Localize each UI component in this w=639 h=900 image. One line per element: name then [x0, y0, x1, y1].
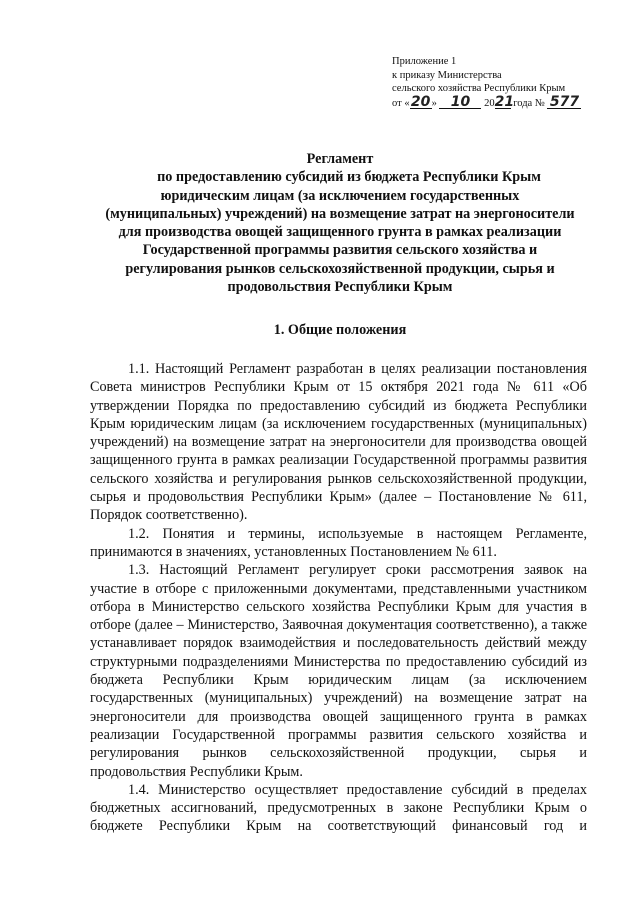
- paragraph-1-4: 1.4. Министерство осуществляет предоставление субсидий в пределах бюджетных ассигнований, предусмотренных в законе Республики Крым о бюджете Республики Крым на соответствующий финансовый год и: [90, 781, 587, 835]
- title-heading: Регламент: [306, 151, 374, 167]
- title-line: для производства овощей защищенного грунта в рамках реализации: [118, 224, 562, 241]
- paragraph-1-3: 1.3. Настоящий Регламент регулирует сроки рассмотрения заявок на участие в отборе с приложенными документами, представленными участником отбора в Министерство сельского хозяйства Республики Крым для участия в отборе (далее – Министерство, Заявочная документация соответственно), а также устанавливает порядок взаимодействия и последовательность действий между структурными подразделениями Министерства по предоставлению субсидий из бюджета Республики Крым юридическим лицам (за исключением государственных (муниципальных) учреждений) на возмещение затрат на энергоносители для производства овощей защищенного грунта в рамках реализации Государственной программы развития сельского хозяйства и регулирования рынков сельскохозяйственной продукции, сырья и продовольствия Республики Крым.: [90, 562, 587, 780]
- order-number: 577: [547, 96, 581, 109]
- title-line: (муниципальных) учреждений) на возмещение затрат на энергоносители: [105, 205, 575, 222]
- title-line: продовольствия Республики Крым: [227, 279, 453, 296]
- document-body: [90, 360, 587, 836]
- title-line: по предоставлению субсидий из бюджета Республики Крым: [157, 169, 541, 186]
- date-year-suffix: 21: [494, 93, 515, 110]
- title-line: регулирования рынков сельскохозяйственной продукции, сырья и: [125, 260, 555, 277]
- paragraph-1-1: 1.1. Настоящий Регламент разработан в целях реализации постановления Совета министров Республики Крым от 15 октября 2021 года № 611 «Об утверждении Порядка по предоставлению субсидий из бюджета Республики Крым юридическим лицам (за исключением государственных (муниципальных) учреждений) на возмещение затрат на энергоносители для производства овощей защищенного грунта в рамках реализации Государственной программы развития сельского хозяйства и регулирования рынков сельскохозяйственной продукции, сырья и продовольствия Республики Крым» (далее – Постановление № 611, Порядок соответственно).: [90, 361, 587, 524]
- appendix-date-line: [392, 93, 622, 111]
- date-prefix: от «: [392, 97, 410, 109]
- date-year-prefix: 20: [484, 97, 495, 109]
- appendix-line-1: Приложение 1: [392, 56, 457, 67]
- date-month: 10: [439, 96, 481, 109]
- appendix-line-2: к приказу Министерства: [392, 69, 502, 81]
- document-title: [60, 150, 620, 296]
- appendix-line-3: сельского хозяйства Республики Крым: [392, 83, 566, 94]
- date-year-word: года №: [513, 97, 545, 109]
- appendix-block: [392, 55, 622, 110]
- paragraph-1-2: 1.2. Понятия и термины, используемые в настоящем Регламенте, принимаются в значениях, установленных Постановлением № 611.: [90, 525, 587, 560]
- title-line: юридическим лицам (за исключением государственных: [160, 187, 520, 204]
- date-day-suffix: »: [431, 97, 437, 109]
- title-line: Государственной программы развития сельского хозяйства и: [142, 242, 538, 259]
- date-day: 20: [410, 93, 431, 110]
- section-heading: 1. Общие положения: [273, 322, 407, 338]
